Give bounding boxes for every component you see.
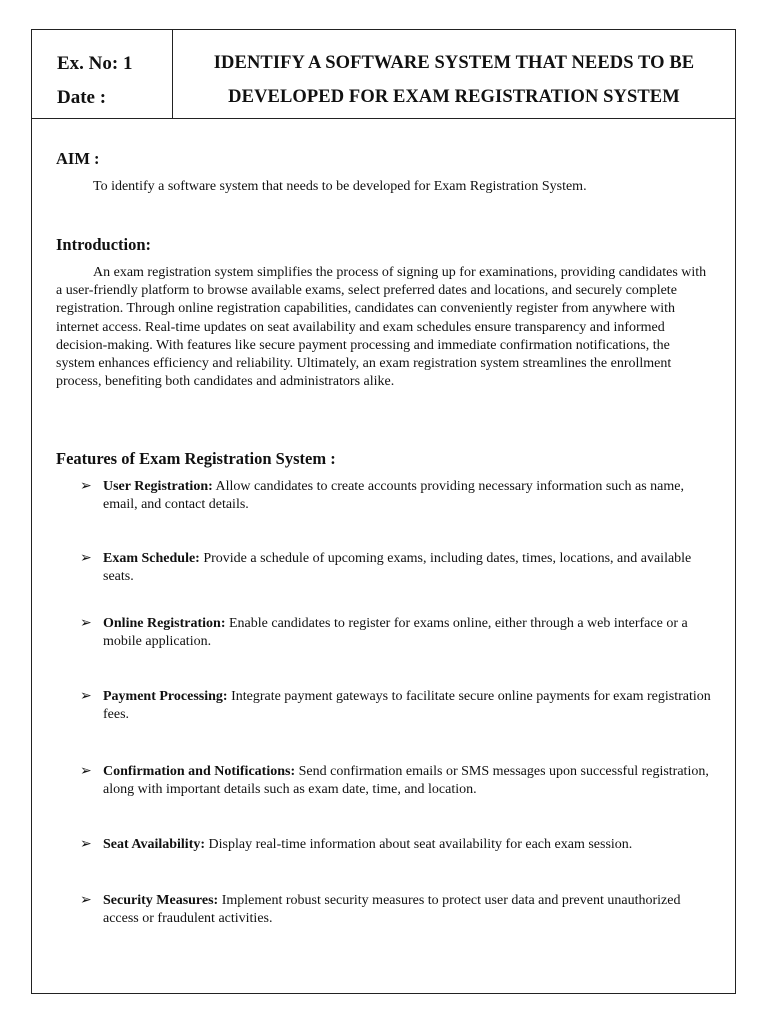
- arrow-bullet-icon: ➢: [80, 764, 92, 779]
- aim-text: To identify a software system that needs to be developed for Exam Registration System.: [93, 179, 587, 194]
- header-left-cell: [32, 30, 173, 118]
- feature-description: Integrate payment gateways to facilitate secure online payments for exam registration fees.: [103, 689, 711, 723]
- date-label: Date :: [57, 87, 107, 108]
- feature-title: Online Registration:: [103, 616, 226, 631]
- feature-title: User Registration:: [103, 479, 213, 494]
- exercise-number: Ex. No: 1: [57, 53, 133, 74]
- title-line-1: IDENTIFY A SOFTWARE SYSTEM THAT NEEDS TO BE: [213, 53, 695, 73]
- arrow-bullet-icon: ➢: [80, 837, 92, 852]
- arrow-bullet-icon: ➢: [80, 479, 92, 494]
- features-heading: Features of Exam Registration System :: [56, 449, 336, 468]
- feature-title: Seat Availability:: [103, 837, 206, 852]
- feature-title: Payment Processing:: [103, 689, 228, 704]
- arrow-bullet-icon: ➢: [80, 616, 92, 631]
- feature-description: Allow candidates to create accounts providing necessary information such as name, email, and contact details.: [103, 479, 684, 513]
- feature-description: Implement robust security measures to protect user data and prevent unauthorized access or fraudulent activities.: [103, 893, 681, 927]
- page-border: [31, 29, 736, 994]
- introduction-text: An exam registration system simplifies the process of signing up for examinations, providing candidates with a user-friendly platform to browse available exams, select preferred dates and locations, and securely complete registration. Through online registration capabilities, candidates can conveniently register from anywhere with internet access. Real-time updates on seat availability and exam schedules ensure transparency and informed decision-making. With features like secure payment processing and immediate confirmation notifications, the system enhances efficiency and reliability. Ultimately, an exam registration system streamlines the enrollment process, benefiting both candidates and administrators alike.: [56, 265, 707, 390]
- arrow-bullet-icon: ➢: [80, 551, 92, 566]
- feature-title: Security Measures:: [103, 893, 219, 908]
- introduction-heading: Introduction:: [56, 235, 152, 254]
- arrow-bullet-icon: ➢: [80, 689, 92, 704]
- header-table: [32, 30, 735, 119]
- aim-heading: AIM :: [56, 149, 100, 168]
- feature-description: Enable candidates to register for exams online, either through a web interface or a mobile application.: [103, 616, 688, 650]
- arrow-bullet-icon: ➢: [80, 893, 92, 908]
- title-line-2: DEVELOPED FOR EXAM REGISTRATION SYSTEM: [228, 87, 680, 107]
- feature-description: Send confirmation emails or SMS messages upon successful registration, along with important details such as exam date, time, and location.: [103, 764, 709, 798]
- feature-description: Display real-time information about seat availability for each exam session.: [208, 837, 633, 852]
- feature-title: Exam Schedule:: [103, 551, 200, 566]
- feature-title: Confirmation and Notifications:: [103, 764, 296, 779]
- feature-description: Provide a schedule of upcoming exams, including dates, times, locations, and available seats.: [103, 551, 692, 585]
